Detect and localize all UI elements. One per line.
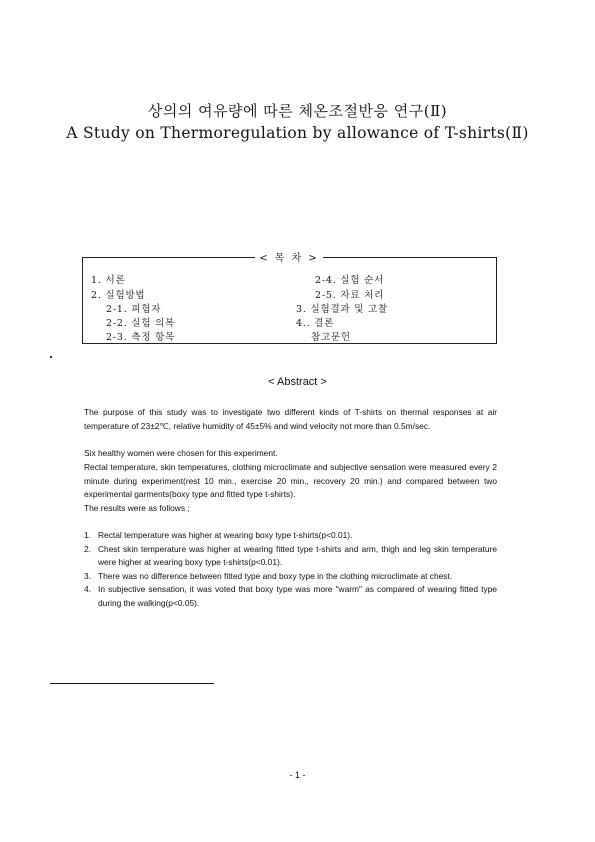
list-text: Rectal temperature was higher at wearing boxy type t-shirts(p<0.01). bbox=[98, 530, 353, 540]
list-item bbox=[84, 543, 497, 570]
abstract-paragraph: Six healthy women were chosen for this experiment. bbox=[84, 448, 278, 458]
abstract-paragraph: The purpose of this study was to investigate two different kinds of T-shirts on thermal responses at air temperature of 23±2℃, relative humidity of 45±5% and wind velocity not more than 0.5m/sec. bbox=[84, 407, 497, 431]
toc-item: 1. 서론 bbox=[91, 275, 126, 286]
abstract-heading: < Abstract > bbox=[268, 376, 327, 388]
footnote-rule bbox=[50, 683, 214, 684]
toc-header: < 목 차 > bbox=[255, 249, 323, 264]
title-korean: 상의의 여유량에 따른 체온조절반응 연구(Ⅱ) bbox=[147, 102, 448, 120]
list-number: 2. bbox=[84, 543, 91, 554]
title-english: A Study on Thermoregulation by allowance of T-shirts(Ⅱ) bbox=[66, 124, 529, 142]
toc-item: 4.. 결론 bbox=[296, 318, 335, 329]
list-text: Chest skin temperature was higher at wearing fitted type t-shirts and arm, thigh and leg skin temperature were higher at wearing boxy type t-shirts(p<0.01). bbox=[98, 543, 497, 567]
abstract-paragraph: Rectal temperature, skin temperatures, clothing microclimate and subjective sensation were measured every 2 minute during experiment(rest 10 min., exercise 20 min., recovery 20 min.) and compared between two experimental garments(boxy type and fitted type t-shirts). bbox=[84, 462, 497, 499]
toc-item: 2-1. 피험자 bbox=[106, 304, 162, 315]
stray-dot bbox=[50, 356, 52, 358]
list-number: 3. bbox=[84, 570, 91, 581]
abstract-paragraph: The results were as follows ; bbox=[84, 503, 190, 513]
list-number: 1. bbox=[84, 530, 91, 540]
toc-item: 2-4. 실험 순서 bbox=[315, 275, 385, 286]
toc-item: 3. 실험결과 및 고찰 bbox=[296, 304, 388, 315]
list-text: There was no difference between fitted type and boxy type in the clothing microclimate at chest. bbox=[98, 570, 453, 581]
list-text: In subjective sensation, it was voted that boxy type was more "warm" as compared of wearing fitted type during the walking(p<0.05). bbox=[98, 584, 497, 608]
toc-item: 참고문헌 bbox=[311, 332, 351, 343]
list-item bbox=[84, 570, 497, 584]
toc-item: 2-5. 자료 처리 bbox=[315, 290, 385, 301]
list-number: 4. bbox=[84, 584, 91, 594]
toc-item: 2. 실험방법 bbox=[91, 290, 146, 301]
list-item bbox=[84, 583, 497, 610]
toc-item: 2-2. 실험 의복 bbox=[106, 318, 176, 329]
results-list bbox=[84, 529, 497, 610]
toc-item: 2-3. 측정 항목 bbox=[106, 332, 176, 343]
page-number: - 1 - bbox=[289, 770, 306, 780]
list-item bbox=[84, 529, 497, 543]
